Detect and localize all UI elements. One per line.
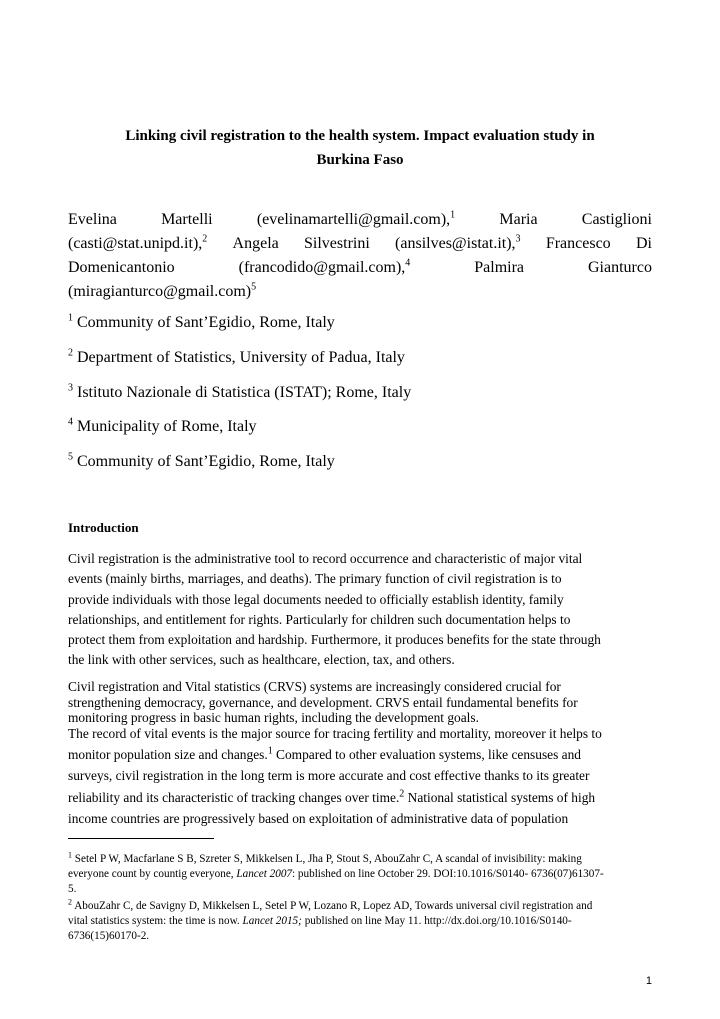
affiliation-text: Department of Statistics, University of Padua, Italy xyxy=(77,349,405,366)
author-word: Palmira xyxy=(474,259,525,276)
footnote-ref[interactable]: 1 xyxy=(267,745,273,757)
author-word: Evelina xyxy=(68,211,117,228)
affiliation-5 xyxy=(68,452,652,472)
affiliation-text: Community of Sant’Egidio, Rome, Italy xyxy=(77,453,335,470)
footnote-ref[interactable]: 2 xyxy=(399,788,405,800)
affiliation-1 xyxy=(68,313,652,333)
text-line: monitor population size and changes.$^1$ Compared to other evaluation systems, like censuses and xyxy=(68,745,581,762)
author-word: Castiglioni xyxy=(581,211,652,228)
affiliation-number: 1 xyxy=(68,312,73,324)
author-email: (miragianturco@gmail.com) xyxy=(68,283,252,300)
journal-name: Lancet 2015; xyxy=(242,915,302,927)
text-line: provide individuals with those legal documents needed to officially establish identity, family xyxy=(68,591,564,607)
text-line: monitoring progress in basic human rights, including the development goals. xyxy=(68,710,479,725)
author-sup: 1 xyxy=(450,209,456,221)
text-line: protect them from exploitation and hardship. Furthermore, it produces benefits for the state through xyxy=(68,632,601,648)
text-line: strengthening democracy, governance, and development. CRVS entail fundamental benefits for xyxy=(68,694,578,710)
author-sup: 3 xyxy=(515,233,521,245)
text-line: the link with other services, such as healthcare, election, tax, and others. xyxy=(68,652,455,668)
affiliation-text: Municipality of Rome, Italy xyxy=(77,418,257,435)
affiliation-4 xyxy=(68,417,652,437)
author-email: (casti@stat.unipd.it),$^2$ xyxy=(68,233,208,252)
text-line: events (mainly births, marriages, and deaths). The primary function of civil registration is to xyxy=(68,571,562,587)
author-sup: 5 xyxy=(251,281,257,293)
author-block xyxy=(68,208,652,304)
author-word: Martelli xyxy=(161,211,213,228)
section-heading: Introduction xyxy=(68,520,139,535)
text-line: Civil registration is the administrative tool to record occurrence and characteristic of major vital xyxy=(68,551,583,566)
affiliation-text: Community of Sant’Egidio, Rome, Italy xyxy=(77,314,335,331)
text-line: $^1$ Setel P W, Macfarlane S B, Szreter S, Mikkelsen L, Jha P, Stout S, AbouZahr C, A scandal of invisibility: making xyxy=(68,850,582,865)
author-line-4 xyxy=(68,280,652,304)
text-line: Civil registration and Vital statistics (CRVS) systems are increasingly considered crucial for xyxy=(68,679,561,694)
footnote-1 xyxy=(68,852,658,897)
text-line: relationships, and entitlement for rights. Particularly for children such documentation helps to xyxy=(68,611,571,627)
author-email: (evelinamartelli@gmail.com),$^1$ xyxy=(256,209,456,228)
title-line-1: Linking civil registration to the health system. Impact evaluation study in xyxy=(125,128,595,144)
author-word: Domenicantonio xyxy=(68,259,175,276)
author-line-3 xyxy=(68,256,652,280)
text-line: reliability and its characteristic of tracking changes over time.$^2$ National statistical systems of high xyxy=(68,788,596,805)
title-line-2: Burkina Faso xyxy=(316,152,404,168)
footnote-separator xyxy=(68,838,214,839)
affiliation-2 xyxy=(68,348,652,368)
journal-name: Lancet 2007 xyxy=(236,868,293,880)
author-word: Francesco xyxy=(545,235,611,252)
author-email: (ansilves@istat.it),$^3$ xyxy=(395,233,521,252)
paper-title xyxy=(68,124,652,172)
author-line-1 xyxy=(68,208,652,232)
affiliation-number: 5 xyxy=(68,451,73,463)
affiliation-number: 3 xyxy=(68,382,73,394)
author-line-2 xyxy=(68,232,652,256)
author-sup: 2 xyxy=(202,233,208,245)
author-sup: 4 xyxy=(405,257,411,269)
author-word: Silvestrini xyxy=(304,235,370,252)
text-line: vital statistics system: the time is now. Lancet 2015; published on line May 11. http://dx.doi.org/10.1016/S0140- xyxy=(68,915,572,927)
text-line: everyone count by countig everyone, Lancet 2007: published on line October 29. DOI:10.1016/S0140- 6736(07)61307- xyxy=(68,868,604,880)
text-line: surveys, civil registration in the long term is more accurate and cost effective thanks to its greater xyxy=(68,768,590,784)
affiliation-3 xyxy=(68,383,652,403)
footnote-2 xyxy=(68,899,658,944)
affiliation-number: 4 xyxy=(68,416,73,428)
intro-paragraph-2-continued xyxy=(68,744,658,829)
footnote-number: 1 xyxy=(68,850,72,860)
text-line: 5. xyxy=(68,883,77,895)
text-line: The record of vital events is the major source for tracing fertility and mortality, moreover it helps to xyxy=(68,725,602,741)
page-number: 1 xyxy=(645,975,652,987)
text-line: $^2$ AbouZahr C, de Savigny D, Mikkelsen L, Setel P W, Lozano R, Lopez AD, Towards universal civil registration and xyxy=(68,897,593,912)
intro-paragraph-1 xyxy=(68,549,658,671)
affiliation-number: 2 xyxy=(68,347,73,359)
intro-paragraph-2 xyxy=(68,679,658,741)
author-word: Angela xyxy=(232,235,279,252)
author-email: (francodido@gmail.com),$^4$ xyxy=(238,257,411,276)
text-line: income countries are progressively based on exploitation of administrative data of population xyxy=(68,810,569,826)
text-line: 6736(15)60170-2. xyxy=(68,930,150,942)
author-word: Di xyxy=(635,235,652,252)
affiliation-text: Istituto Nazionale di Statistica (ISTAT); Rome, Italy xyxy=(77,384,412,401)
footnote-number: 2 xyxy=(68,897,72,907)
author-word: Gianturco xyxy=(588,259,652,276)
author-word: Maria xyxy=(499,211,538,228)
